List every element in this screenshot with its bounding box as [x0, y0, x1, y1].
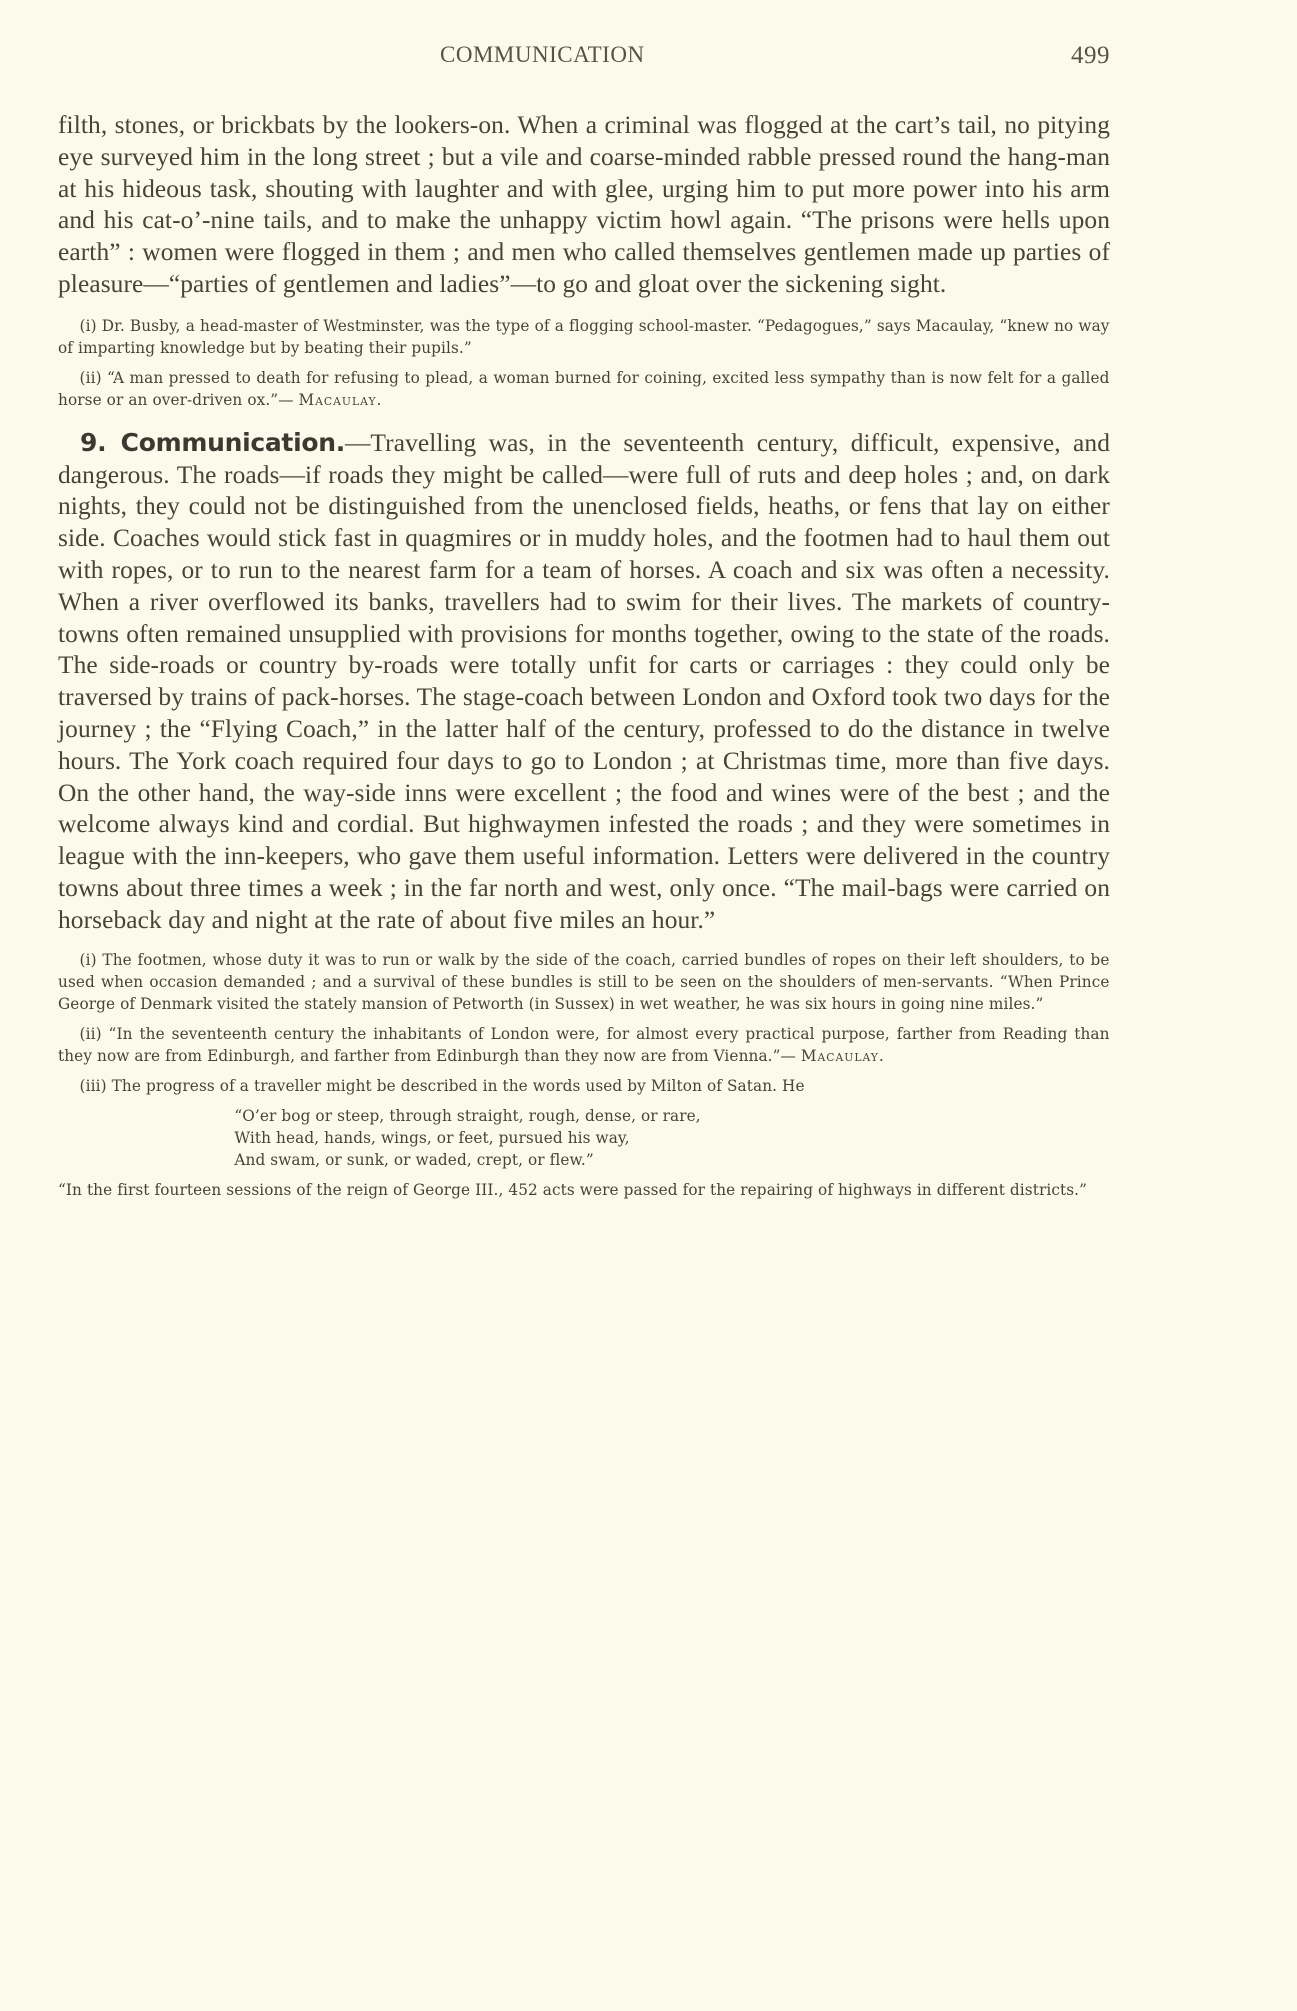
section-title: Communication. — [120, 427, 345, 457]
footnote-marker: (i) — [79, 950, 97, 969]
footnote-text: The footmen, whose duty it was to run or walk by the side of the coach, carried bundles of ropes on their left shoulders, to be used when occasion demanded ; and a survival of these bundles is still to be seen on the shoulders of men-servants. “When Prince George of Denmark visited the stately mansion of Petworth (in Sussex) in wet weather, he was six hours in going nine miles.” — [58, 950, 1110, 1013]
running-title: COMMUNICATION — [440, 42, 645, 67]
footnote-marker: (ii) — [79, 1024, 102, 1043]
continuation-paragraph: filth, stones, or brickbats by the lookers-on. When a criminal was flogged at the cart’s tail, no pitying eye surveyed him in the long street ; but a vile and coarse-minded rabble pressed round the hang-man at his hideous task, shouting with laughter and with glee, urging him to put more power into his arm and his cat-o’-nine tails, and to make the unhappy victim howl again. “The prisons were hells upon earth” : women were flogged in them ; and men who called themselves gentlemen made up parties of pleasure—“parties of gentlemen and ladies”—to go and gloat over the sickening sight. — [58, 111, 1110, 298]
footnote — [58, 1075, 1110, 1097]
footnote-marker: (iii) — [79, 1076, 107, 1095]
footnote-text: Dr. Busby, a head-master of Westminster, was the type of a flogging school-master. “Pedagogues,” says Macaulay, “knew no way of imparting knowledge but by beating their pupils.” — [58, 316, 1110, 357]
footnote-marker: (i) — [79, 316, 97, 335]
footnotes-group-2 — [58, 949, 1110, 1201]
section-number: 9. — [80, 427, 107, 457]
section-text: —Travelling was, in the seventeenth century, difficult, expensive, and dangerous. The roads—if roads they might be called—were full of ruts and deep holes ; and, on dark nights, they could not be distinguished from the unenclosed fields, heaths, or fens that lay on either side. Coaches would stick fast in quagmires or in muddy holes, and the footmen had to haul them out with ropes, or to run to the nearest farm for a team of horses. A coach and six was often a necessity. When a river overflowed its banks, travellers had to swim for their lives. The markets of country-towns often remained unsupplied with provisions for months together, owing to the state of the roads. The side-roads or country by-roads were totally unfit for carts or carriages : they could only be traversed by trains of pack-horses. The stage-coach between London and Oxford took two days for the journey ; the “Flying Coach,” in the latter half of the century, professed to do the distance in twelve hours. The York coach required four days to go to London ; at Christmas time, more than five days. On the other hand, the way-side inns were excellent ; the food and wines were of the best ; and the welcome always kind and cordial. But highwaymen infested the roads ; and they were sometimes in league with the inn-keepers, who gave them useful information. Letters were delivered in the country towns about three times a week ; in the far north and west, only once. “The mail-bags were carried on horseback day and night at the rate of about five miles an hour.” — [58, 428, 1111, 934]
footnote — [58, 1023, 1110, 1067]
footnote-text: The progress of a traveller might be described in the words used by Milton of Satan. He — [111, 1076, 805, 1095]
footnote — [58, 367, 1110, 411]
verse-line: “O’er bog or steep, through straight, rough, dense, or rare, — [234, 1106, 701, 1125]
footnote-text: “In the seventeenth century the inhabitants of London were, for almost every practical purpose, farther from Reading than they now are from Edinburgh, and farther from Edinburgh than they now are from Vienna.”— — [58, 1024, 1110, 1065]
footnotes-group-1 — [58, 315, 1110, 411]
footnote-text: “A man pressed to death for refusing to plead, a woman burned for coining, excited less sympathy than is now felt for a galled horse or an over-driven ox.”— — [58, 368, 1110, 409]
closing-note: “In the first fourteen sessions of the reign of George III., 452 acts were passed for the repairing of highways in different districts.” — [58, 1180, 1088, 1199]
verse-line: With head, hands, wings, or feet, pursued his way, — [234, 1128, 630, 1147]
section-heading — [80, 428, 345, 457]
verse-quotation — [58, 1105, 1286, 1171]
section-paragraph — [58, 427, 1110, 937]
running-head — [58, 42, 1110, 72]
verse-line: And swam, or sunk, or waded, crept, or flew.” — [234, 1150, 594, 1169]
footnote — [58, 315, 1110, 359]
footnote-attribution: Macaulay. — [800, 1046, 885, 1065]
footnote-marker: (ii) — [79, 368, 102, 387]
footnote-attribution: Macaulay. — [298, 390, 383, 409]
page-body — [58, 110, 1110, 1201]
page-number: 499 — [1071, 42, 1110, 69]
footnote — [58, 949, 1110, 1015]
